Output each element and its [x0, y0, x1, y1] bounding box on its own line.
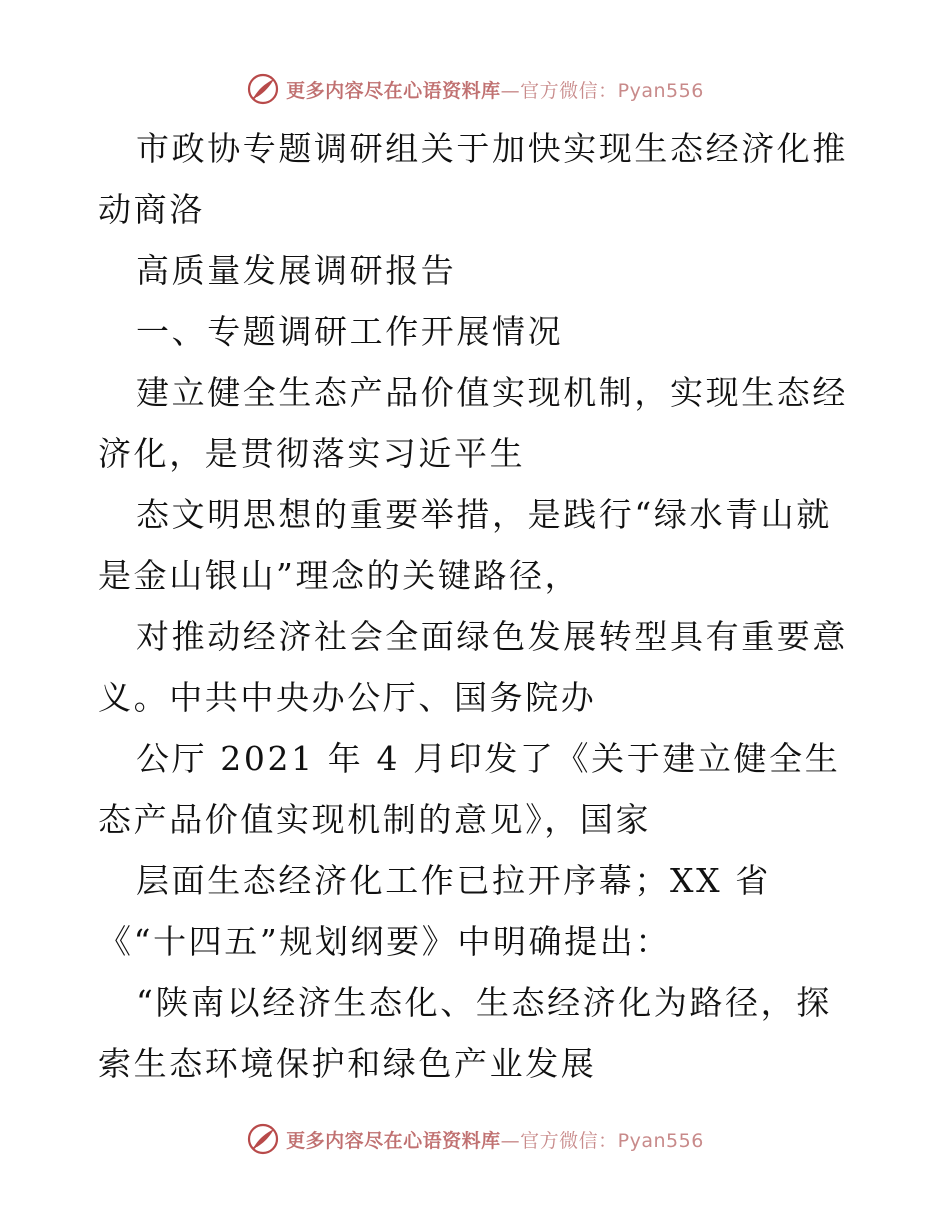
paragraph: “陕南以经济生态化、生态经济化为路径，探索生态环境保护和绿色产业发展 — [98, 983, 832, 1083]
paragraph: 态文明思想的重要举措，是践行“绿水青山就是金山银山”理念的关键路径， — [98, 495, 832, 595]
quill-logo-icon — [246, 1122, 280, 1156]
paragraph: 建立健全生态产品价值实现机制，实现生态经济化，是贯彻落实习近平生 — [98, 373, 848, 473]
quill-logo-icon — [246, 72, 280, 106]
paragraph-subtitle: 高质量发展调研报告 — [136, 251, 457, 290]
section-heading: 一、专题调研工作开展情况 — [136, 312, 564, 351]
watermark-brand: 更多内容尽在心语资料库 — [286, 79, 501, 102]
watermark-brand: 更多内容尽在心语资料库 — [286, 1129, 501, 1152]
watermark-text — [286, 76, 704, 103]
header-watermark — [0, 72, 950, 106]
watermark-text — [286, 1126, 704, 1153]
footer-watermark — [0, 1122, 950, 1156]
watermark-contact: —官方微信：Pyan556 — [500, 1129, 704, 1152]
paragraph: 公厅 2021 年 4 月印发了《关于建立健全生态产品价值实现机制的意见》，国家 — [98, 739, 841, 839]
paragraph: 层面生态经济化工作已拉开序幕；XX 省《“十四五”规划纲要》中明确提出： — [98, 861, 771, 961]
watermark-contact: —官方微信：Pyan556 — [500, 79, 704, 102]
paragraph-title: 市政协专题调研组关于加快实现生态经济化推动商洛 — [98, 129, 848, 229]
paragraph: 对推动经济社会全面绿色发展转型具有重要意义。中共中央办公厅、国务院办 — [98, 617, 848, 717]
document-body — [98, 118, 858, 1094]
